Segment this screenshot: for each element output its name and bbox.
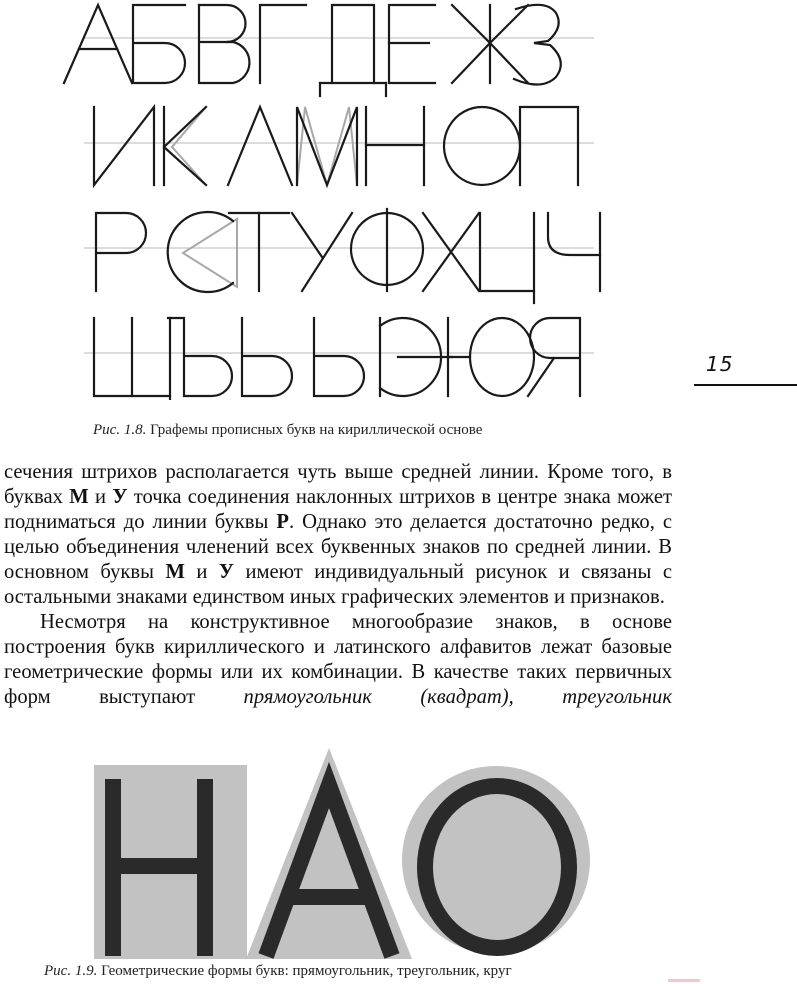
grapheme-Ъ (168, 318, 232, 396)
text-run: и (88, 486, 113, 508)
figure-1-8-caption-label: Рис. 1.8. (93, 422, 147, 438)
grapheme-Л (228, 107, 292, 185)
text-run: . Однако это делается достаточно редко, с целью объединения членений всех буквенных знаков по средней линии. В основном буквы (4, 511, 672, 583)
grapheme-Е (389, 5, 435, 83)
paragraph-1 (4, 460, 672, 610)
text-run: и (184, 561, 219, 583)
figure-1-8-caption-text: Графемы прописных букв на кириллической основе (146, 422, 483, 438)
grapheme-Щ (94, 318, 170, 400)
figure-1-8-cyrillic-grapheme-grid (0, 0, 797, 400)
grapheme-Э (380, 318, 452, 396)
bold-letter: У (218, 561, 235, 583)
grapheme-И (94, 107, 154, 185)
grapheme-П (520, 107, 578, 185)
bold-letter: М (165, 561, 185, 583)
body-text (4, 460, 672, 710)
grapheme-Х (423, 213, 479, 291)
figure-1-9-caption-text: Геометрические формы букв: прямоугольник, треугольник, круг (97, 963, 512, 979)
italic-term: прямоугольник (квадрат), треугольник (243, 686, 672, 708)
text-run: сечения штрихов располагается чуть выше средней линии. Кроме того, в буквах (4, 461, 672, 508)
text-run: Несмотря на конструктивное многообразие знаков, в основе построения букв кириллического и латинского алфавитов лежат базовые геометрические формы или их комбинации. В качестве таких первичных форм выступают (4, 611, 672, 708)
grapheme-М (297, 107, 357, 185)
construction-overlay (172, 107, 206, 185)
grapheme-Г (260, 5, 306, 83)
grapheme-С (168, 212, 233, 292)
grapheme-К (164, 107, 206, 185)
grapheme-Я (528, 318, 580, 396)
grapheme-Ю (448, 318, 534, 396)
grapheme-Ж (452, 5, 528, 83)
grapheme-Ф (351, 209, 423, 291)
construction-overlay (297, 107, 357, 185)
grapheme-Д (320, 5, 386, 96)
grapheme-Ы (314, 318, 380, 396)
grapheme-В (199, 5, 249, 83)
grapheme-О (444, 107, 520, 185)
figure-1-9-caption-label: Рис. 1.9. (44, 963, 98, 979)
grapheme-Б (133, 5, 185, 83)
figure-1-9-caption (44, 963, 512, 980)
text-run: точка соединения наклонных штрихов в центре знака может подниматься до линии буквы (4, 486, 672, 533)
figure-1-9-geometric-letter-shapes (0, 745, 797, 960)
bold-letter: Р (276, 511, 289, 533)
page-number: 15 (706, 352, 734, 376)
grapheme-Р (96, 213, 146, 291)
bold-letter: М (69, 486, 89, 508)
grapheme-Ц (480, 213, 534, 303)
construction-overlay (183, 219, 237, 287)
grapheme-А (64, 5, 132, 83)
grapheme-Ь (242, 318, 292, 396)
grapheme-Ч (548, 213, 600, 291)
decorative-mark (668, 979, 700, 982)
grapheme-У (292, 213, 352, 291)
text-run: имеют индивидуальный рисунок и связаны с остальными знаками единством иных графических элементов и признаков. (4, 561, 672, 608)
grapheme-З (514, 5, 561, 85)
paragraph-2 (4, 610, 672, 710)
page-number-rule (694, 384, 797, 386)
grapheme-Н (366, 107, 424, 185)
figure-1-8-caption (93, 422, 482, 439)
bold-letter: У (112, 486, 128, 508)
